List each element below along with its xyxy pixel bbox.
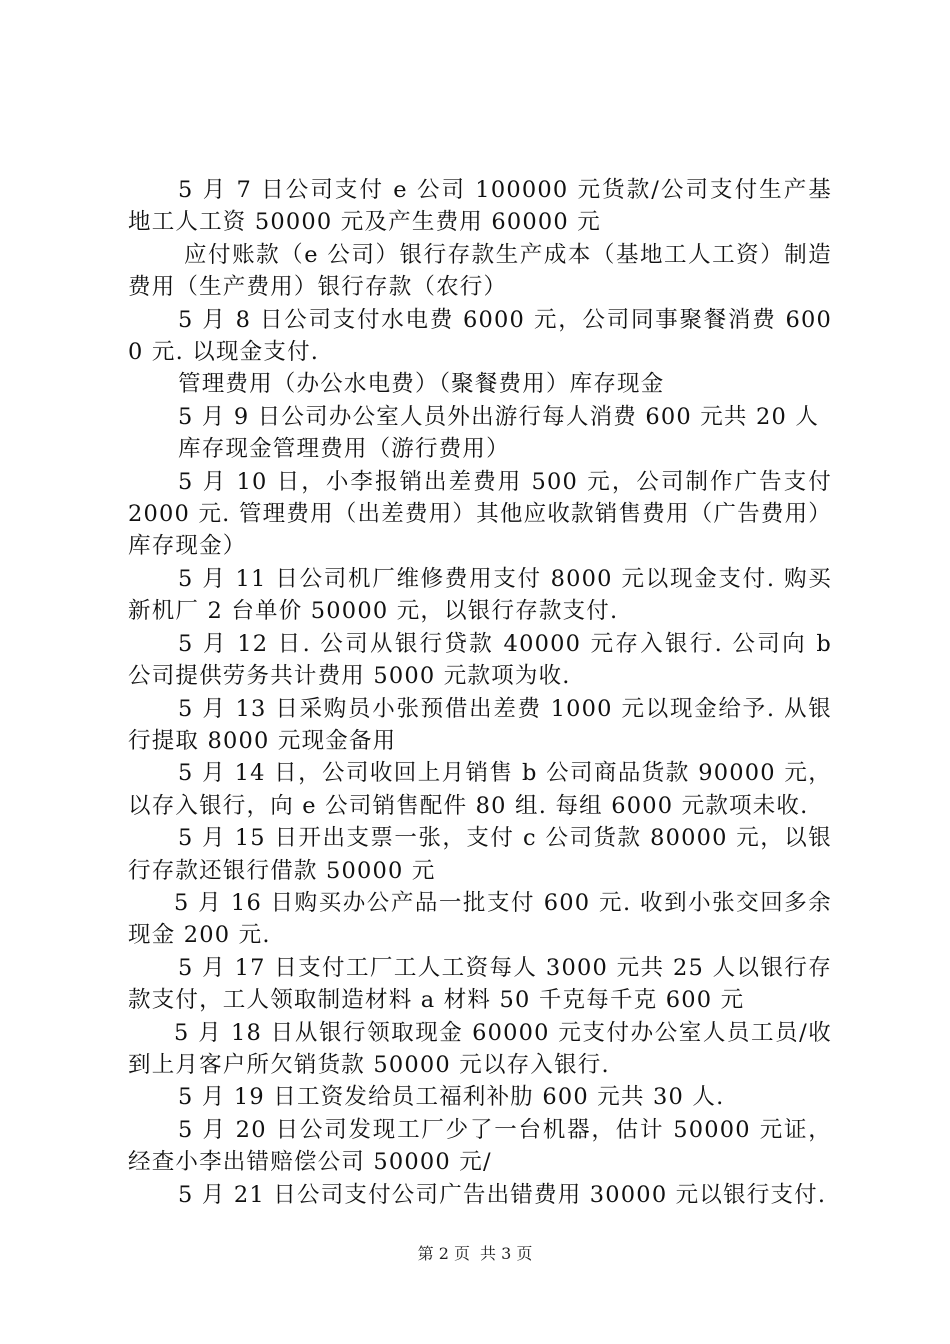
paragraph-may-7: 5 月 7 日公司支付 e 公司 100000 元货款/公司支付生产基地工人工资 50000 元及产生费用 60000 元 — [128, 177, 832, 236]
paragraph-may-18: 5 月 18 日从银行领取现金 60000 元支付办公室人员工员/收到上月客户所欠销货款 50000 元以存入银行. — [128, 1019, 832, 1078]
paragraph-accounts-may-8: 管理费用（办公水电费）（聚餐费用）库存现金 — [178, 371, 665, 398]
paragraph-may-12: 5 月 12 日. 公司从银行贷款 40000 元存入银行. 公司向 b 公司提供劳务共计费用 5000 元款项为收. — [128, 630, 832, 690]
page-number: 第 2 页 — [417, 1244, 470, 1263]
paragraph-accounts-may-9: 库存现金管理费用（游行费用） — [178, 436, 510, 463]
paragraph-may-13: 5 月 13 日采购员小张预借出差费 1000 元以现金给予. 从银行提取 8000 元现金备用 — [128, 695, 832, 754]
paragraph-may-20: 5 月 20 日公司发现工厂少了一台机器，估计 50000 元证，经查小李出错赔偿公司 50000 元/ — [128, 1116, 832, 1176]
paragraph-may-17: 5 月 17 日支付工厂工人工资每人 3000 元共 25 人以银行存款支付，工人领取制造材料 a 材料 50 千克每千克 600 元 — [128, 954, 832, 1014]
paragraph-may-15: 5 月 15 日开出支票一张，支付 c 公司货款 80000 元，以银行存款还银行借款 50000 元 — [128, 825, 832, 884]
page-total: 共 3 页 — [480, 1244, 533, 1263]
paragraph-may-16: 5 月 16 日购买办公产品一批支付 600 元. 收到小张交回多余现金 200 元. — [128, 889, 832, 949]
paragraph-may-10: 5 月 10 日，小李报销出差费用 500 元，公司制作广告支付 2000 元. 管理费用（出差费用）其他应收款销售费用（广告费用）库存现金） — [128, 468, 832, 560]
paragraph-may-8: 5 月 8 日公司支付水电费 6000 元，公司同事聚餐消费 6000 元. 以现金支付. — [128, 306, 832, 366]
paragraph-accounts-may-7: 应付账款（e 公司）银行存款生产成本（基地工人工资）制造费用（生产费用）银行存款（农行） — [128, 241, 832, 301]
document-body — [128, 174, 832, 1211]
paragraph-may-11: 5 月 11 日公司机厂维修费用支付 8000 元以现金支付. 购买新机厂 2 台单价 50000 元，以银行存款支付. — [128, 565, 832, 625]
paragraph-may-9: 5 月 9 日公司办公室人员外出游行每人消费 600 元共 20 人 — [178, 403, 820, 430]
paragraph-may-21: 5 月 21 日公司支付公司广告出错费用 30000 元以银行支付. — [178, 1181, 827, 1208]
page-footer — [0, 1244, 950, 1264]
paragraph-may-14: 5 月 14 日，公司收回上月销售 b 公司商品货款 90000 元，以存入银行，向 e 公司销售配件 80 组. 每组 6000 元款项未收. — [128, 760, 832, 819]
paragraph-may-19: 5 月 19 日工资发给员工福利补肋 600 元共 30 人. — [178, 1084, 725, 1111]
